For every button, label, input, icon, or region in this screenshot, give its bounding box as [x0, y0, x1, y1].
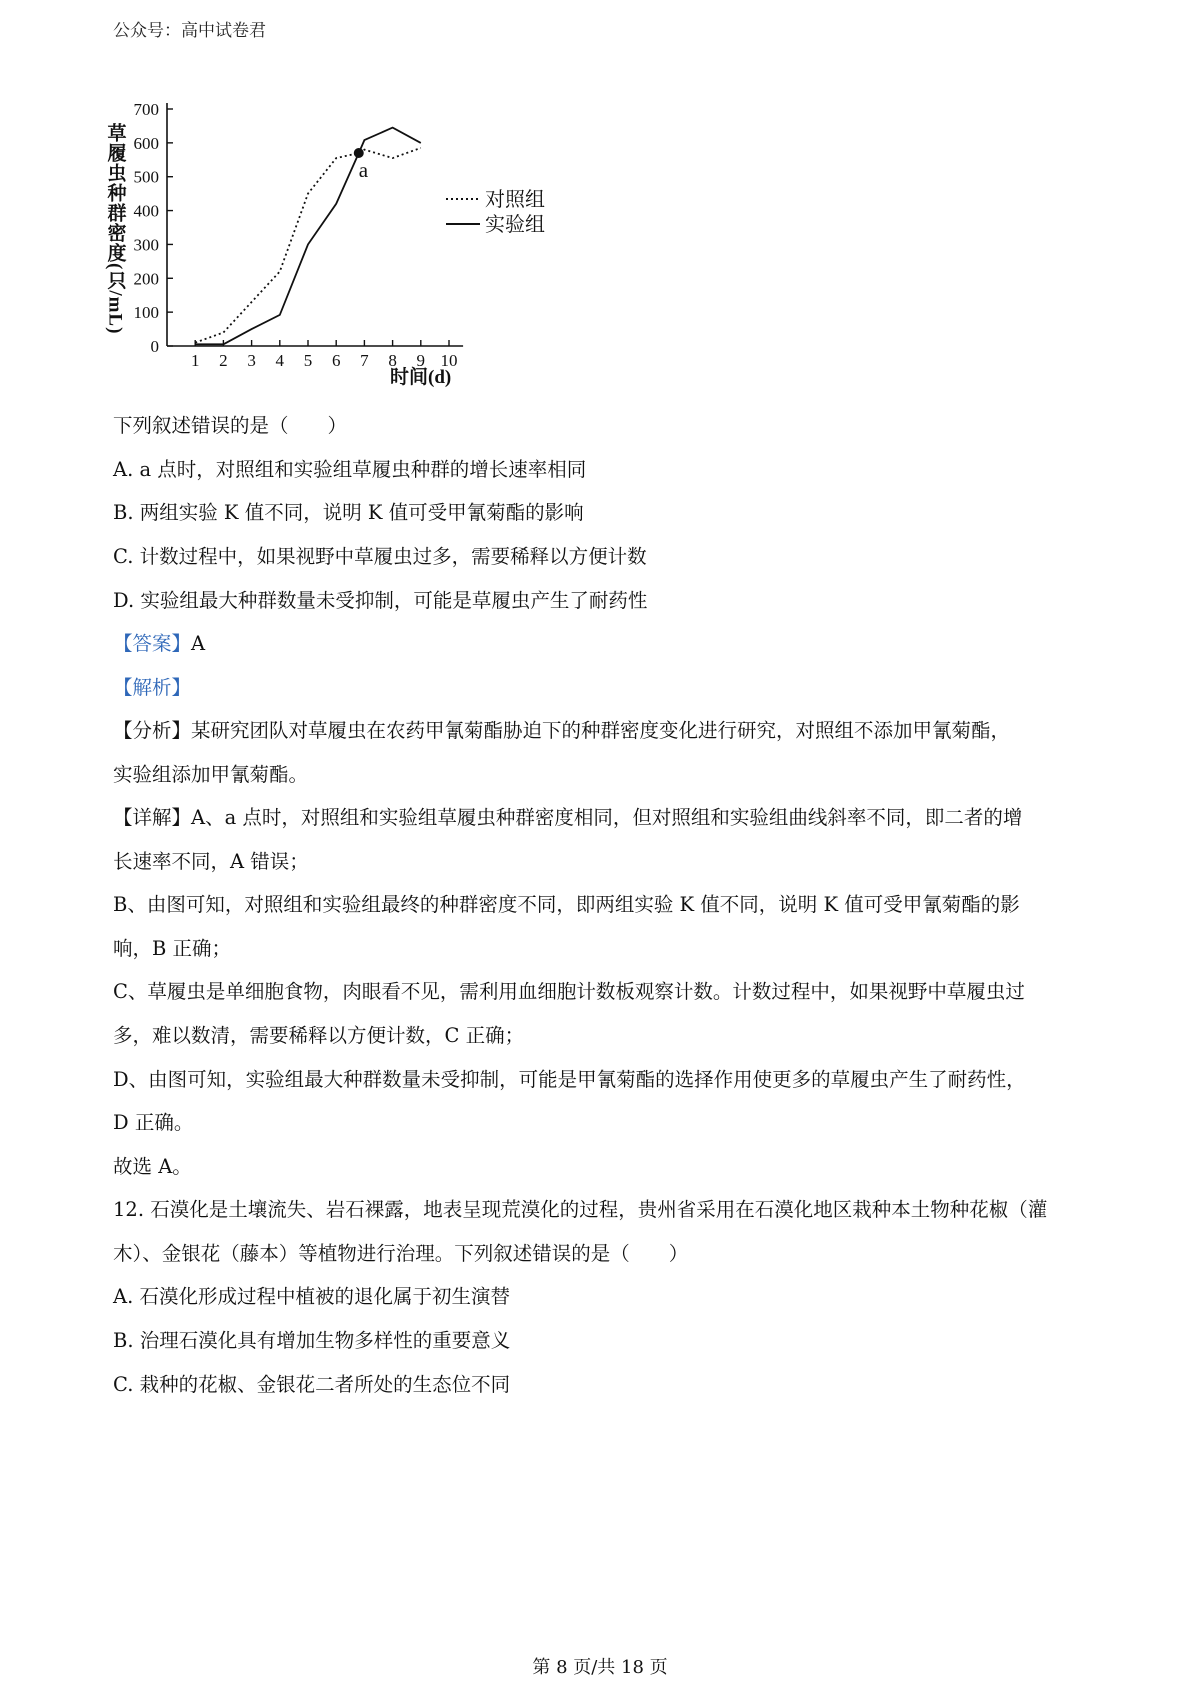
y-tick-label: 500: [133, 167, 159, 187]
q12-stem-line-2: 木）、金银花（藤本）等植物进行治理。下列叙述错误的是（ ）: [113, 1242, 689, 1265]
q11-option-a: A. a 点时，对照组和实验组草履虫种群的增长速率相同: [113, 458, 587, 481]
y-tick-label: 100: [133, 303, 159, 323]
q12-option-b: B. 治理石漠化具有增加生物多样性的重要意义: [113, 1329, 511, 1352]
fenxi-line-2: 实验组添加甲氰菊酯。: [113, 763, 309, 786]
population-density-chart: [95, 98, 615, 438]
legend-experiment-label: 实验组: [485, 214, 545, 236]
xiangjie-line-1: [113, 803, 1103, 833]
answer-tag: 【答案】: [113, 632, 192, 655]
q11-answer: [113, 629, 1103, 659]
x-axis-label: 时间(d): [390, 367, 452, 388]
legend-control-label: 对照组: [485, 189, 545, 211]
x-tick-label: 3: [247, 351, 256, 370]
q11-option-c: C. 计数过程中，如果视野中草履虫过多，需要稀释以方便计数: [113, 545, 647, 568]
xiangjie-text-1: A、a 点时，对照组和实验组草履虫种群密度相同，但对照组和实验组曲线斜率不同，即二者的增: [191, 806, 1023, 829]
x-tick-label: 5: [303, 351, 313, 370]
q11-stem: 下列叙述错误的是（ ）: [113, 414, 348, 437]
xiangjie-line-5: C、草履虫是单细胞食物，肉眼看不见，需利用血细胞计数板观察计数。计数过程中，如果视野中草履虫过: [113, 980, 1025, 1003]
x-tick-label: 1: [190, 351, 200, 370]
xiangjie-line-7: D、由图可知，实验组最大种群数量未受抑制，可能是甲氰菊酯的选择作用使更多的草履虫产生了耐药性，: [113, 1068, 1026, 1091]
point-a-label: a: [358, 158, 369, 183]
y-axis-label: 草履虫种群密度(只/mL): [104, 123, 126, 335]
q12-option-c: C. 栽种的花椒、金银花二者所处的生态位不同: [113, 1373, 511, 1396]
fenxi-tag: 【分析】: [113, 719, 192, 742]
xiangjie-line-9: 故选 A。: [113, 1155, 192, 1178]
answer-value: A: [191, 632, 206, 655]
y-tick-label: 300: [133, 235, 159, 255]
y-tick-label: 700: [133, 100, 159, 119]
xiangjie-line-6: 多，难以数清，需要稀释以方便计数，C 正确；: [113, 1024, 525, 1047]
point-a-marker: [354, 148, 364, 158]
x-tick-label: 6: [331, 351, 341, 370]
chart-svg: [95, 98, 615, 438]
xiangjie-line-2: 长速率不同，A 错误；: [113, 850, 309, 873]
y-tick-label: 200: [133, 269, 159, 289]
q11-option-d: D. 实验组最大种群数量未受抑制，可能是草履虫产生了耐药性: [113, 589, 648, 612]
chart-axes: [167, 103, 463, 346]
x-tick-label: 9: [416, 351, 426, 370]
q12-option-a: A. 石漠化形成过程中植被的退化属于初生演替: [113, 1285, 510, 1308]
x-tick-label: 7: [360, 351, 369, 370]
y-tick-label: 600: [133, 133, 159, 153]
chart-legend: [446, 188, 545, 236]
experiment-group-line: [195, 128, 421, 345]
analysis-tag: 【解析】: [113, 676, 192, 699]
x-tick-label: 10: [440, 351, 458, 370]
y-tick-label: 0: [150, 337, 159, 356]
x-tick-label: 8: [388, 351, 397, 370]
y-tick-labels: [134, 100, 160, 356]
chart-series: [195, 128, 421, 345]
fenxi-text-1: 某研究团队对草履虫在农药甲氰菊酯胁迫下的种群密度变化进行研究，对照组不添加甲氰菊酯，: [191, 719, 1011, 742]
xiangjie-line-4: 响，B 正确；: [113, 937, 232, 960]
xiangjie-line-3: B、由图可知，对照组和实验组最终的种群密度不同，即两组实验 K 值不同，说明 K 值可受甲氰菊酯的影: [113, 893, 1020, 916]
y-tick-label: 400: [133, 201, 159, 221]
fenxi-line-1: [113, 716, 1103, 746]
x-tick-label: 4: [275, 351, 285, 370]
x-tick-label: 2: [219, 351, 228, 370]
xiangjie-line-8: D 正确。: [113, 1111, 194, 1134]
page-header: 公众号：高中试卷君: [113, 21, 266, 41]
q12-stem-line-1: 12. 石漠化是土壤流失、岩石裸露，地表呈现荒漠化的过程，贵州省采用在石漠化地区栽种本土物种花椒（灌: [113, 1198, 1048, 1221]
xiangjie-tag: 【详解】: [113, 806, 192, 829]
page-footer: 第 8 页/共 18 页: [532, 1657, 668, 1678]
q11-option-b: B. 两组实验 K 值不同，说明 K 值可受甲氰菊酯的影响: [113, 501, 584, 524]
